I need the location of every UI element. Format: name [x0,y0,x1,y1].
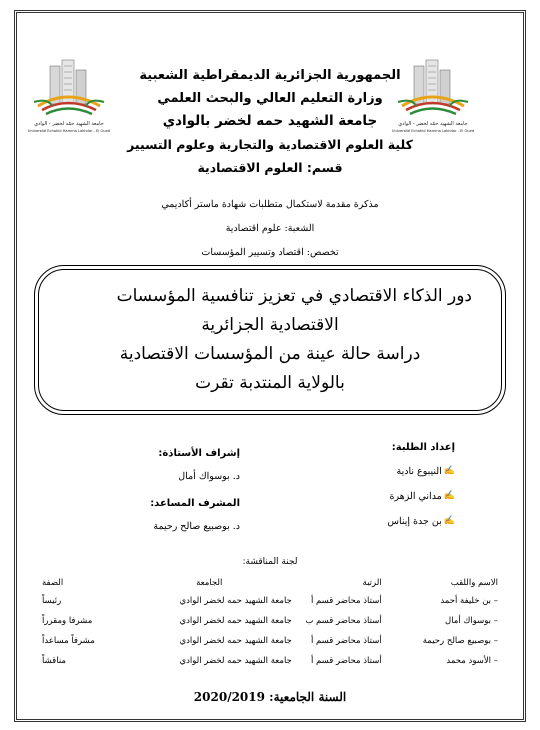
member-role: مناقشاً [42,656,66,666]
title-line-1: دور الذكاء الاقتصادي في تعزيز تنافسية المؤسسات [116,286,472,306]
academic-year [160,690,380,704]
ministry-name: وزارة التعليم العالي والبحث العلمي [157,91,383,106]
column-header-university: الجامعة [196,578,223,588]
committee-heading: لجنة المناقشة: [242,557,298,567]
logo-caption-ar: جامعة الشهيد حمّه لخضر - الوادي [398,121,468,127]
title-line-3: دراسة حالة عينة من المؤسسات الاقتصادية [119,344,421,364]
logo-caption-ar: جامعة الشهيد حمّه لخضر - الوادي [34,121,104,127]
title-line-4: بالولاية المنتدبة تقرت [195,373,345,393]
supervisor-name: د. بوسواك أمال [178,471,240,482]
member-university: جامعة الشهيد حمه لخضر الوادي [179,656,292,666]
institution-header [100,64,440,179]
republic-name: الجمهورية الجزائرية الديمقراطية الشعبية [139,68,401,83]
specialty-label: تخصص: اقتصاد وتسيير المؤسسات [201,247,339,258]
column-header-role: الصفة [42,578,64,588]
pen-icon: ✍ [443,516,455,526]
logo-caption-fr: Université Echahid Hamma Lakhdar - El Oued [392,129,474,133]
student-item [305,459,455,484]
member-name: – الأسود محمد [446,656,498,666]
academic-year-label: السنة الجامعية: [269,690,347,704]
member-university: جامعة الشهيد حمه لخضر الوادي [179,616,292,626]
member-name: – بن خليفة أحمد [440,596,498,606]
committee-header-row [40,575,500,591]
student-name: مداني الزهرة [389,491,442,502]
pen-icon: ✍ [443,491,455,501]
pen-icon: ✍ [443,466,455,476]
committee-row [40,631,500,651]
member-university: جامعة الشهيد حمه لخضر الوادي [179,596,292,606]
member-role: مشرفا ومقرراً [42,616,93,626]
degree-info [100,193,440,265]
academic-year-value: 2020/2019 [193,690,265,704]
member-rank: أستاذ محاضر قسم أ [310,596,382,606]
assistant-supervisor-name: د. بوصبيع صالح رحيمة [153,521,240,532]
member-rank: أستاذ محاضر قسم ب [305,616,382,626]
university-logo-icon [28,58,110,136]
supervisor-heading: إشراف الأستاذة: [158,448,240,459]
committee-row [40,591,500,611]
university-logo-left [28,58,110,136]
university-name: جامعة الشهيد حمه لخضر بالوادي [162,113,378,129]
student-name: بن جدة إيناس [387,516,442,527]
member-role: رئيساً [42,596,62,606]
column-header-rank: الرتبة [362,578,382,588]
students-section [305,442,455,534]
student-item [305,484,455,509]
student-item [305,509,455,534]
committee-table [40,575,500,671]
student-name: النيبوع نادية [396,466,442,477]
member-rank: أستاذ محاضر قسم أ [310,636,382,646]
students-heading: إعداد الطلبة: [391,442,455,453]
committee-row [40,651,500,671]
member-name: – بوصبيع صالح رحيمة [422,636,498,646]
title-line-2: الاقتصادية الجزائرية [201,315,339,335]
member-rank: أستاذ محاضر قسم أ [310,656,382,666]
logo-caption-fr: Université Echahid Hamma Lakhdar - El Oued [28,129,110,133]
supervision-section [80,442,240,538]
column-header-name: الاسم واللقب [450,578,498,588]
faculty-name: كلية العلوم الاقتصادية والتجارية وعلوم التسيير [127,137,413,152]
department-name: قسم: العلوم الاقتصادية [197,160,343,175]
assistant-supervisor-heading: المشرف المساعد: [150,498,240,509]
member-name: – بوسواك أمال [445,616,498,626]
thesis-title [50,282,490,398]
committee-row [40,611,500,631]
member-role: مشرفاً مساعداً [42,636,95,646]
branch-label: الشعبة: علوم اقتصادية [225,223,315,234]
member-university: جامعة الشهيد حمه لخضر الوادي [179,636,292,646]
memo-statement: مذكرة مقدمة لاستكمال متطلبات شهادة ماستر أكاديمي [161,199,379,210]
